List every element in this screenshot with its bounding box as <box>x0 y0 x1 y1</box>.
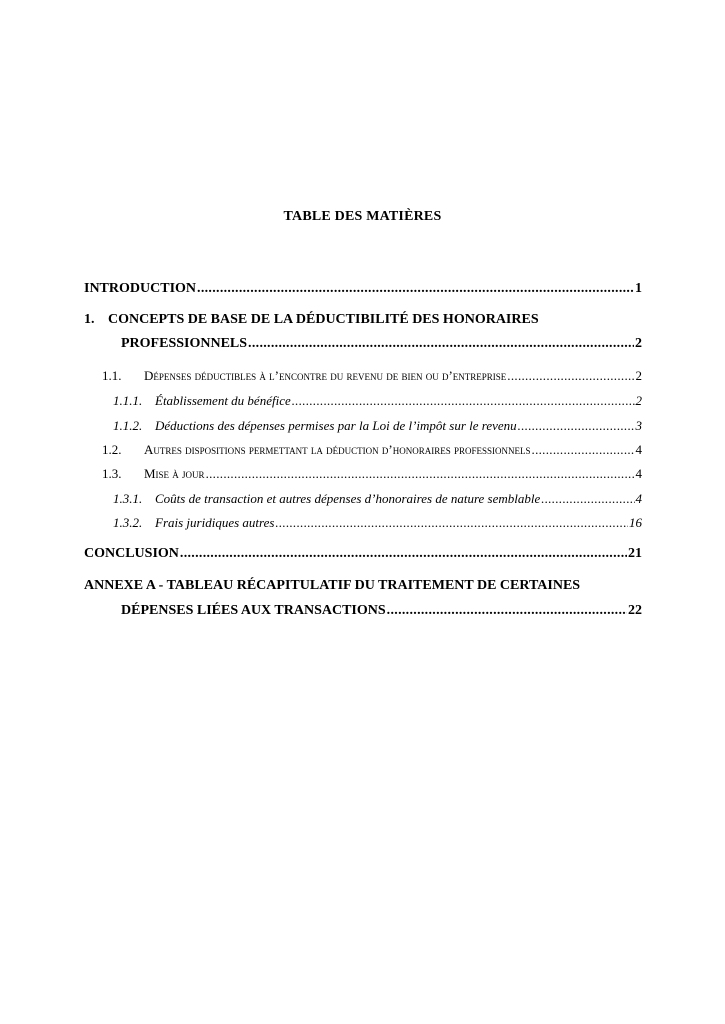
toc-entry-number: 1.1.1. <box>113 393 143 408</box>
toc-entry-label: Autres dispositions permettant la déduction d’honoraires professionnels <box>144 442 531 457</box>
toc-leader-dots <box>387 603 627 619</box>
toc-page-number: 22 <box>628 603 642 618</box>
toc-leader-dots <box>197 281 634 297</box>
toc-leader-dots <box>518 418 635 434</box>
toc-entry-label: Déductions des dépenses permises par la Loi de l’impôt sur le revenu <box>155 418 517 433</box>
toc-page-number: 2 <box>635 336 642 351</box>
toc-leader-dots <box>507 368 634 384</box>
toc-entry-number: 1.1.2. <box>113 418 143 433</box>
toc-entry-section-1-1[interactable] <box>102 368 642 384</box>
toc-entry-number: 1.3.2. <box>113 515 143 530</box>
toc-page-number: 2 <box>635 368 642 383</box>
toc-page-number: 3 <box>635 418 642 433</box>
toc-entry-section-1-3[interactable] <box>102 466 642 482</box>
toc-entry-annexe-a-line2[interactable] <box>121 603 642 619</box>
toc-entry-number: 1.1. <box>102 368 122 383</box>
toc-leader-dots <box>206 466 635 482</box>
toc-entry-label: Mise à jour <box>144 466 205 481</box>
toc-entry-number: 1. <box>84 312 95 327</box>
toc-entry-annexe-a-line1[interactable]: ANNEXE A - TABLEAU RÉCAPITULATIF DU TRAITEMENT DE CERTAINES <box>84 578 581 593</box>
toc-page-number: 21 <box>628 546 642 561</box>
toc-entry-label: CONCEPTS DE BASE DE LA DÉDUCTIBILITÉ DES HONORAIRES <box>108 312 539 327</box>
toc-entry-section-1-3-1[interactable] <box>113 491 642 507</box>
toc-entry-section-1-2[interactable] <box>102 442 642 458</box>
toc-entry-label: PROFESSIONNELS <box>121 336 248 351</box>
toc-leader-dots <box>292 393 635 409</box>
toc-entry-section-1-3-2[interactable] <box>113 515 642 531</box>
toc-page-number: 2 <box>635 393 642 408</box>
toc-entry-section-1-line1[interactable] <box>84 312 539 328</box>
toc-entry-conclusion[interactable] <box>84 546 642 562</box>
toc-entry-number: 1.2. <box>102 442 122 457</box>
toc-entry-introduction[interactable] <box>84 281 642 297</box>
toc-entry-number: 1.3. <box>102 466 122 481</box>
toc-entry-label: Dépenses déductibles à l’encontre du revenu de bien ou d’entreprise <box>144 368 507 383</box>
toc-entry-section-1-1-2[interactable] <box>113 418 642 434</box>
toc-leader-dots <box>248 336 634 352</box>
toc-entry-number: 1.3.1. <box>113 491 143 506</box>
toc-leader-dots <box>532 442 635 458</box>
toc-page-number: 1 <box>635 281 642 296</box>
toc-page-number: 4 <box>635 442 642 457</box>
toc-entry-label: DÉPENSES LIÉES AUX TRANSACTIONS <box>121 603 386 618</box>
toc-entry-label: Coûts de transaction et autres dépenses d’honoraires de nature semblable <box>155 491 541 506</box>
toc-leader-dots <box>180 546 627 562</box>
toc-entry-label: CONCLUSION <box>84 546 179 561</box>
toc-leader-dots <box>275 515 628 531</box>
toc-entry-label: INTRODUCTION <box>84 281 197 296</box>
toc-page-number: 4 <box>635 491 642 506</box>
toc-entry-section-1-line2[interactable] <box>121 336 642 352</box>
toc-page-number: 16 <box>629 515 642 530</box>
toc-entry-label: Établissement du bénéfice <box>155 393 291 408</box>
toc-page-number: 4 <box>635 466 642 481</box>
toc-leader-dots <box>541 491 634 507</box>
page-title: TABLE DES MATIÈRES <box>283 209 442 224</box>
toc-entry-section-1-1-1[interactable] <box>113 393 642 409</box>
toc-entry-label: Frais juridiques autres <box>155 515 275 530</box>
